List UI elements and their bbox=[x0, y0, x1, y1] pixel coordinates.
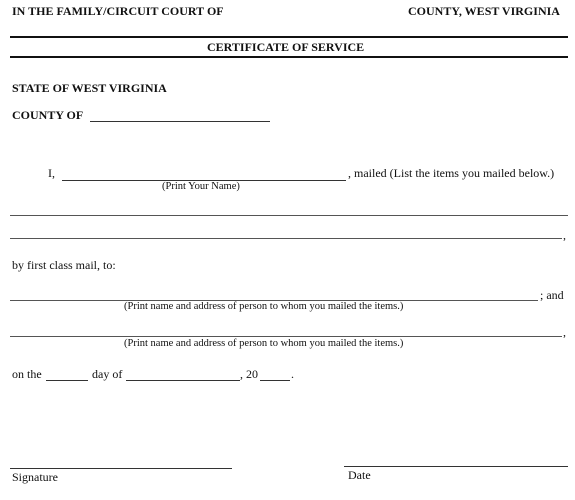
recipient-2-trailing-comma: , bbox=[563, 325, 566, 339]
date-label: Date bbox=[348, 468, 371, 482]
state-label: STATE OF WEST VIRGINIA bbox=[12, 81, 167, 95]
recipient-1-caption: (Print name and address of person to whom you mailed the items.) bbox=[124, 301, 404, 312]
date-input-line[interactable] bbox=[344, 466, 568, 467]
day-of-text: day of bbox=[92, 367, 123, 381]
county-state-label: COUNTY, WEST VIRGINIA bbox=[408, 4, 560, 18]
mail-method-text: by first class mail, to: bbox=[12, 258, 116, 272]
title-bottom-rule bbox=[10, 56, 568, 58]
recipient-2-input-line[interactable] bbox=[10, 336, 562, 337]
year-prefix-text: , 20 bbox=[240, 367, 258, 381]
items-line-2[interactable] bbox=[10, 238, 562, 239]
recipient-2-caption: (Print name and address of person to whom you mailed the items.) bbox=[124, 338, 404, 349]
title-top-rule bbox=[10, 36, 568, 38]
signature-input-line[interactable] bbox=[10, 468, 232, 469]
mailed-text: , mailed (List the items you mailed below.) bbox=[348, 166, 555, 180]
name-caption: (Print Your Name) bbox=[162, 181, 240, 192]
month-input-line[interactable] bbox=[126, 380, 240, 381]
and-text: ; and bbox=[540, 288, 564, 302]
county-label: COUNTY OF bbox=[12, 108, 84, 122]
date-period: . bbox=[291, 367, 294, 381]
court-name-label: IN THE FAMILY/CIRCUIT COURT OF bbox=[12, 4, 224, 18]
year-input-line[interactable] bbox=[260, 380, 290, 381]
name-prefix: I, bbox=[48, 166, 55, 180]
county-input-line[interactable] bbox=[90, 121, 270, 122]
day-input-line[interactable] bbox=[46, 380, 88, 381]
on-the-text: on the bbox=[12, 367, 42, 381]
document-title: CERTIFICATE OF SERVICE bbox=[207, 40, 365, 54]
items-line-1[interactable] bbox=[10, 215, 568, 216]
items-trailing-comma: , bbox=[563, 228, 566, 242]
signature-label: Signature bbox=[12, 470, 58, 484]
